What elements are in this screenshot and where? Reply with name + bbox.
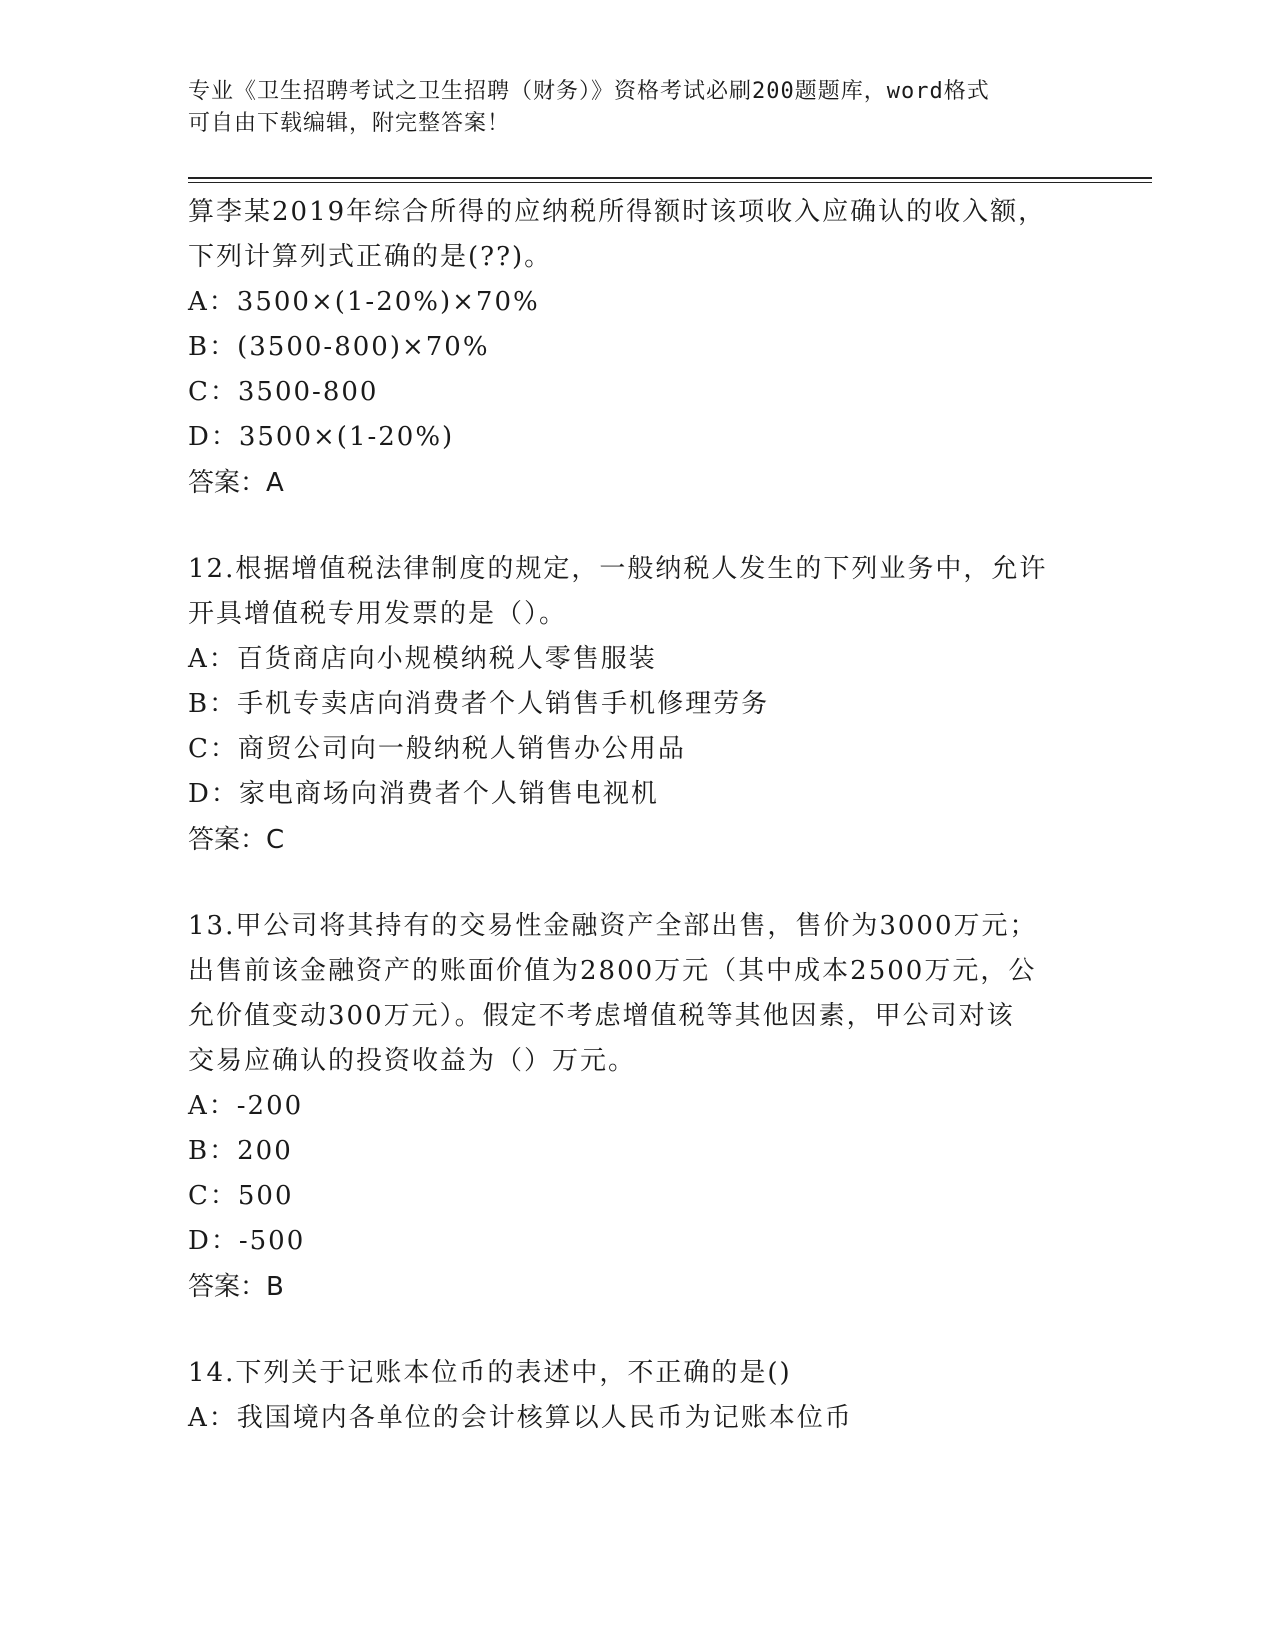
question-list [188, 190, 1108, 1441]
question-stem-line: 允价值变动300万元）。假定不考虑增值税等其他因素，甲公司对该 [188, 1001, 1015, 1031]
question-stem-line: 出售前该金融资产的账面价值为2800万元（其中成本2500万元，公 [188, 956, 1037, 986]
header-title-line-2: 可自由下载编辑，附完整答案！ [188, 111, 511, 136]
answer-line: 答案：A [188, 468, 284, 498]
question-12 [188, 547, 1108, 863]
question-stem-line: 开具增值税专用发票的是（）。 [188, 599, 568, 629]
option-a: A：3500×(1-20%)×70% [188, 287, 540, 317]
question-stem-line: 算李某2019年综合所得的应纳税所得额时该项收入应确认的收入额， [188, 197, 1047, 227]
document-header [188, 76, 1088, 140]
question-13 [188, 904, 1108, 1310]
option-d: D：3500×(1-20%) [188, 422, 455, 452]
question-stem-line: 交易应确认的投资收益为（）万元。 [188, 1046, 637, 1076]
spacer [188, 1310, 1108, 1351]
option-b: B：200 [188, 1136, 293, 1166]
option-d: D：家电商场向消费者个人销售电视机 [188, 779, 659, 809]
question-11 [188, 190, 1108, 506]
question-stem-line: 下列计算列式正确的是(??)。 [188, 242, 553, 272]
option-c: C：3500-800 [188, 377, 379, 407]
header-rule-thick [188, 177, 1152, 179]
option-a: A：-200 [188, 1091, 304, 1121]
spacer [188, 506, 1108, 547]
answer-line: 答案：B [188, 1272, 284, 1302]
spacer [188, 863, 1108, 904]
question-stem-line: 14.下列关于记账本位币的表述中，不正确的是() [188, 1358, 792, 1388]
header-rule-thin [188, 182, 1152, 183]
option-c: C：商贸公司向一般纳税人销售办公用品 [188, 734, 686, 764]
option-a: A：百货商店向小规模纳税人零售服装 [188, 644, 657, 674]
option-a: A：我国境内各单位的会计核算以人民币为记账本位币 [188, 1403, 853, 1433]
header-title-line-1: 专业《卫生招聘考试之卫生招聘（财务）》资格考试必刷200题题库，word格式 [188, 79, 990, 104]
question-14 [188, 1351, 1108, 1441]
option-b: B：手机专卖店向消费者个人销售手机修理劳务 [188, 689, 770, 719]
option-d: D：-500 [188, 1226, 306, 1256]
option-c: C：500 [188, 1181, 294, 1211]
question-stem-line: 13.甲公司将其持有的交易性金融资产全部出售，售价为3000万元； [188, 911, 1038, 941]
answer-line: 答案：C [188, 825, 285, 855]
question-stem-line: 12.根据增值税法律制度的规定，一般纳税人发生的下列业务中，允许 [188, 554, 1048, 584]
option-b: B：(3500-800)×70% [188, 332, 490, 362]
